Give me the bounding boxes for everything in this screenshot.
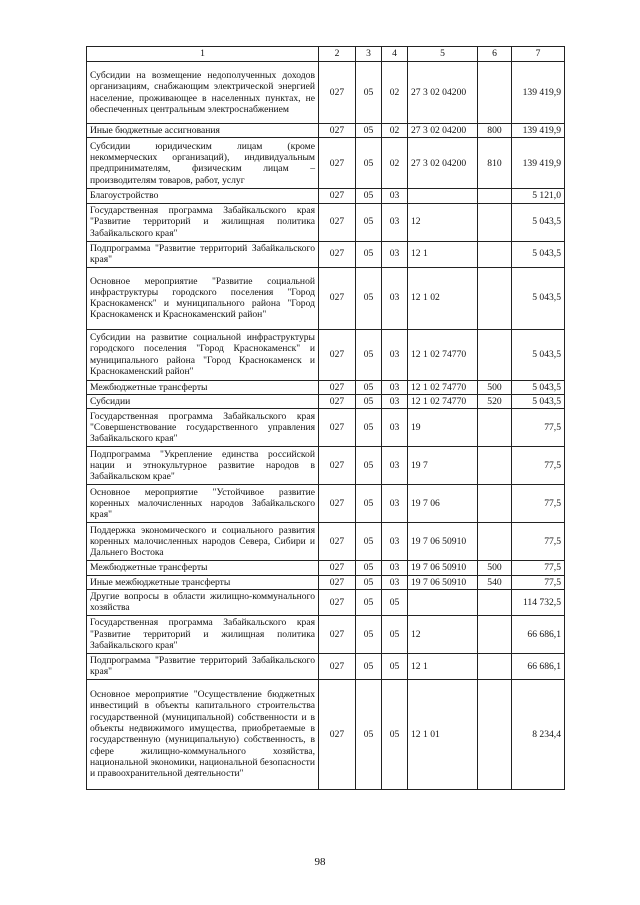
expense-type	[478, 241, 512, 267]
budget-table	[86, 46, 565, 790]
subsection-code: 03	[382, 447, 408, 485]
ministry-code: 027	[319, 485, 356, 523]
target-code: 19 7 06	[408, 485, 478, 523]
column-number-row	[87, 47, 565, 62]
target-code: 12 1 01	[408, 679, 478, 789]
table-row	[87, 485, 565, 523]
subsection-code: 03	[382, 409, 408, 447]
ministry-code: 027	[319, 447, 356, 485]
subsection-code: 05	[382, 589, 408, 615]
column-number: 2	[319, 47, 356, 62]
ministry-code: 027	[319, 189, 356, 203]
section-code: 05	[356, 380, 382, 394]
column-number: 7	[512, 47, 565, 62]
item-name: Подпрограмма "Развитие территорий Забайкальского края"	[87, 653, 319, 679]
expense-type	[478, 189, 512, 203]
item-name: Основное мероприятие "Развитие социальной инфраструктуры городского поселения "Город Краснокаменск" и муниципального района "Город Краснокаменск и Краснокаменский район"	[87, 267, 319, 329]
section-code: 05	[356, 241, 382, 267]
target-code: 12 1	[408, 653, 478, 679]
expense-type	[478, 615, 512, 653]
ministry-code: 027	[319, 394, 356, 408]
item-name: Межбюджетные трансферты	[87, 380, 319, 394]
subsection-code: 03	[382, 394, 408, 408]
amount: 77,5	[512, 447, 565, 485]
expense-type	[478, 62, 512, 124]
target-code: 27 3 02 04200	[408, 138, 478, 189]
section-code: 05	[356, 561, 382, 575]
table-row	[87, 523, 565, 561]
expense-type	[478, 653, 512, 679]
ministry-code: 027	[319, 267, 356, 329]
subsection-code: 02	[382, 138, 408, 189]
ministry-code: 027	[319, 380, 356, 394]
section-code: 05	[356, 679, 382, 789]
section-code: 05	[356, 575, 382, 589]
subsection-code: 03	[382, 203, 408, 241]
amount: 5 043,5	[512, 203, 565, 241]
expense-type: 500	[478, 380, 512, 394]
target-code: 12 1 02 74770	[408, 380, 478, 394]
section-code: 05	[356, 523, 382, 561]
table-row	[87, 409, 565, 447]
target-code: 27 3 02 04200	[408, 124, 478, 138]
table-row	[87, 62, 565, 124]
section-code: 05	[356, 62, 382, 124]
expense-type: 540	[478, 575, 512, 589]
item-name: Субсидии юридическим лицам (кроме некоммерческих организаций), индивидуальным предпринимателям, физическим лицам – производителям товаров, работ, услуг	[87, 138, 319, 189]
item-name: Субсидии на возмещение недополученных доходов организациям, снабжающим электрической энергией население, проживающее в населенных пунктах, не обеспеченных центральным электроснабжением	[87, 62, 319, 124]
item-name: Другие вопросы в области жилищно-коммунального хозяйства	[87, 589, 319, 615]
amount: 8 234,4	[512, 679, 565, 789]
target-code: 12 1	[408, 241, 478, 267]
section-code: 05	[356, 485, 382, 523]
item-name: Основное мероприятие "Осуществление бюджетных инвестиций в объекты капитального строительства государственной (муниципальной) собственности и в объекты недвижимого имущества, приобретаемые в государственную (муниципальную) собственность, в сфере жилищно-коммунального хозяйства, национальной экономики, национальной безопасности и правоохранительной деятельности"	[87, 679, 319, 789]
table-row	[87, 329, 565, 380]
subsection-code: 05	[382, 653, 408, 679]
expense-type	[478, 523, 512, 561]
subsection-code: 03	[382, 329, 408, 380]
amount: 66 686,1	[512, 653, 565, 679]
expense-type	[478, 203, 512, 241]
amount: 77,5	[512, 561, 565, 575]
target-code: 12 1 02 74770	[408, 394, 478, 408]
ministry-code: 027	[319, 203, 356, 241]
expense-type	[478, 409, 512, 447]
subsection-code: 02	[382, 62, 408, 124]
table-row	[87, 561, 565, 575]
amount: 5 043,5	[512, 241, 565, 267]
item-name: Государственная программа Забайкальского края "Развитие территорий и жилищная политика Забайкальского края"	[87, 203, 319, 241]
section-code: 05	[356, 589, 382, 615]
page-number: 98	[314, 856, 326, 868]
table-row	[87, 138, 565, 189]
table-row	[87, 653, 565, 679]
ministry-code: 027	[319, 329, 356, 380]
section-code: 05	[356, 138, 382, 189]
subsection-code: 05	[382, 615, 408, 653]
column-number: 3	[356, 47, 382, 62]
amount: 139 419,9	[512, 138, 565, 189]
section-code: 05	[356, 394, 382, 408]
target-code: 19 7 06 50910	[408, 575, 478, 589]
amount: 77,5	[512, 575, 565, 589]
amount: 139 419,9	[512, 124, 565, 138]
ministry-code: 027	[319, 679, 356, 789]
item-name: Государственная программа Забайкальского края "Развитие территорий и жилищная политика Забайкальского края"	[87, 615, 319, 653]
amount: 5 121,0	[512, 189, 565, 203]
table-row	[87, 241, 565, 267]
item-name: Подпрограмма "Укрепление единства российской нации и этнокультурное развитие народов в Забайкальском крае"	[87, 447, 319, 485]
table-row	[87, 394, 565, 408]
amount: 5 043,5	[512, 394, 565, 408]
amount: 139 419,9	[512, 62, 565, 124]
item-name: Субсидии на развитие социальной инфраструктуры городского поселения "Город Краснокаменск" и муниципального района "Город Краснокаменск и Краснокаменский район"	[87, 329, 319, 380]
section-code: 05	[356, 189, 382, 203]
amount: 114 732,5	[512, 589, 565, 615]
item-name: Государственная программа Забайкальского края "Совершенствование государственного управления Забайкальского края"	[87, 409, 319, 447]
item-name: Основное мероприятие "Устойчивое развитие коренных малочисленных народов Забайкальского края"	[87, 485, 319, 523]
target-code: 12	[408, 203, 478, 241]
table-row	[87, 679, 565, 789]
target-code: 19 7 06 50910	[408, 523, 478, 561]
subsection-code: 03	[382, 241, 408, 267]
amount: 77,5	[512, 523, 565, 561]
expense-type	[478, 267, 512, 329]
target-code: 19	[408, 409, 478, 447]
section-code: 05	[356, 329, 382, 380]
target-code: 12 1 02 74770	[408, 329, 478, 380]
subsection-code: 03	[382, 380, 408, 394]
amount: 77,5	[512, 485, 565, 523]
table-row	[87, 589, 565, 615]
target-code	[408, 589, 478, 615]
subsection-code: 03	[382, 267, 408, 329]
subsection-code: 02	[382, 124, 408, 138]
subsection-code: 03	[382, 485, 408, 523]
expense-type	[478, 679, 512, 789]
item-name: Благоустройство	[87, 189, 319, 203]
ministry-code: 027	[319, 575, 356, 589]
subsection-code: 03	[382, 523, 408, 561]
section-code: 05	[356, 447, 382, 485]
amount: 77,5	[512, 409, 565, 447]
ministry-code: 027	[319, 138, 356, 189]
section-code: 05	[356, 409, 382, 447]
column-number: 5	[408, 47, 478, 62]
table-row	[87, 267, 565, 329]
section-code: 05	[356, 615, 382, 653]
expense-type	[478, 329, 512, 380]
table-row	[87, 189, 565, 203]
item-name: Подпрограмма "Развитие территорий Забайкальского края"	[87, 241, 319, 267]
item-name: Поддержка экономического и социального развития коренных малочисленных народов Севера, Сибири и Дальнего Востока	[87, 523, 319, 561]
expense-type: 810	[478, 138, 512, 189]
subsection-code: 03	[382, 561, 408, 575]
section-code: 05	[356, 267, 382, 329]
amount: 5 043,5	[512, 380, 565, 394]
expense-type	[478, 485, 512, 523]
column-number: 4	[382, 47, 408, 62]
ministry-code: 027	[319, 409, 356, 447]
table-row	[87, 380, 565, 394]
section-code: 05	[356, 203, 382, 241]
ministry-code: 027	[319, 523, 356, 561]
ministry-code: 027	[319, 561, 356, 575]
column-number: 6	[478, 47, 512, 62]
section-code: 05	[356, 124, 382, 138]
column-number: 1	[87, 47, 319, 62]
ministry-code: 027	[319, 124, 356, 138]
budget-table-container	[86, 46, 564, 790]
subsection-code: 03	[382, 189, 408, 203]
section-code: 05	[356, 653, 382, 679]
table-row	[87, 575, 565, 589]
target-code: 12 1 02	[408, 267, 478, 329]
expense-type: 500	[478, 561, 512, 575]
ministry-code: 027	[319, 589, 356, 615]
target-code: 19 7 06 50910	[408, 561, 478, 575]
amount: 5 043,5	[512, 329, 565, 380]
table-row	[87, 615, 565, 653]
table-row	[87, 447, 565, 485]
table-row	[87, 203, 565, 241]
subsection-code: 05	[382, 679, 408, 789]
expense-type	[478, 589, 512, 615]
item-name: Межбюджетные трансферты	[87, 561, 319, 575]
expense-type: 800	[478, 124, 512, 138]
item-name: Иные бюджетные ассигнования	[87, 124, 319, 138]
item-name: Субсидии	[87, 394, 319, 408]
subsection-code: 03	[382, 575, 408, 589]
table-row	[87, 124, 565, 138]
ministry-code: 027	[319, 615, 356, 653]
item-name: Иные межбюджетные трансферты	[87, 575, 319, 589]
amount: 5 043,5	[512, 267, 565, 329]
ministry-code: 027	[319, 653, 356, 679]
amount: 66 686,1	[512, 615, 565, 653]
ministry-code: 027	[319, 62, 356, 124]
target-code: 27 3 02 04200	[408, 62, 478, 124]
expense-type: 520	[478, 394, 512, 408]
target-code: 12	[408, 615, 478, 653]
target-code	[408, 189, 478, 203]
ministry-code: 027	[319, 241, 356, 267]
expense-type	[478, 447, 512, 485]
target-code: 19 7	[408, 447, 478, 485]
